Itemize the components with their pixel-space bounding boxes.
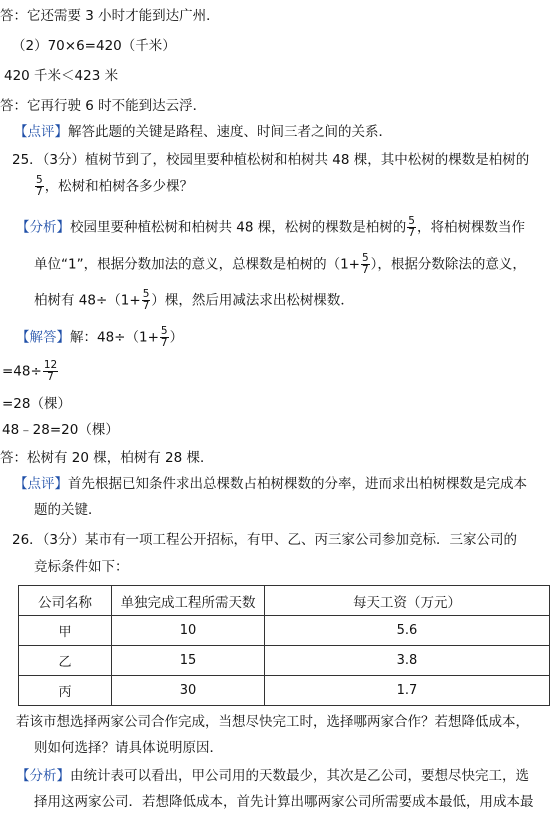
comment-tag: 【点评】	[14, 476, 68, 492]
question-25-stem-line2: $\frac{5}{7}$ ，松树和柏树各多少棵？	[36, 174, 194, 198]
table-header-cell: 每天工资（万元）	[265, 586, 550, 616]
table-cell: 丙	[19, 676, 112, 706]
table-cell: 30	[112, 676, 265, 706]
table-header-cell: 公司名称	[19, 586, 112, 616]
table-cell: 15	[112, 646, 265, 676]
solution-step: =48÷ $\frac{12}{7}$	[2, 359, 58, 383]
table-header-row	[19, 586, 550, 616]
comment-tag: 【点评】	[14, 124, 68, 140]
analysis-tag: 【分析】	[16, 219, 70, 236]
solution-step: =28（棵）	[2, 396, 71, 412]
table-cell: 5.6	[265, 616, 550, 646]
analysis-line: 柏树有 48÷（1+ $\frac{5}{7}$ ）棵，然后用减法求出松树棵数．	[34, 288, 354, 312]
question-26-stem: 26．（3分）某市有一项工程公开招标，有甲、乙、丙三家公司参加竞标．三家公司的	[12, 532, 518, 548]
question-26-prompt: 若该市想选择两家公司合作完成，当想尽快完工时，选择哪两家合作？若想降低成本，	[16, 714, 529, 730]
question-25-stem: 25．（3分）植树节到了，校园里要种植松树和柏树共 48 棵，其中松树的棵数是柏树的	[12, 152, 530, 168]
question-26-prompt: 则如何选择？请具体说明原因．	[34, 740, 223, 756]
fraction-5-7: $\frac{5}{7}$	[160, 325, 168, 349]
solution-step: 48﹣28=20（棵）	[2, 422, 119, 438]
table-cell: 乙	[19, 646, 112, 676]
analysis-line: 择用这两家公司．若想降低成本，首先计算出哪两家公司所需要成本最低，用成本最	[34, 794, 534, 810]
fraction-5-7: $\frac{5}{7}$	[361, 252, 369, 276]
table-row	[19, 646, 550, 676]
fraction-5-7: $\frac{5}{7}$	[142, 288, 150, 312]
comment-text: 解答此题的关键是路程、速度、时间三者之间的关系．	[68, 124, 392, 140]
fraction-5-7: $\frac{5}{7}$	[36, 174, 43, 198]
answer-line: 答：它再行驶 6 时不能到达云浮．	[0, 98, 207, 114]
comment-line: 题的关键．	[34, 502, 102, 518]
table-cell: 甲	[19, 616, 112, 646]
solution-tag: 【解答】	[16, 329, 70, 346]
bid-conditions-table	[18, 585, 550, 706]
table-cell: 3.8	[265, 646, 550, 676]
analysis-line: 【分析】校园里要种植松树和柏树共 48 棵，松树的棵数是柏树的 $\frac{5}{7}$ ，将柏树棵数当作	[16, 215, 525, 239]
answer-line: 答：松树有 20 棵，柏树有 28 棵．	[0, 450, 214, 466]
question-26-stem-line2: 竞标条件如下：	[34, 559, 129, 575]
table-row	[19, 616, 550, 646]
solution-line: 【解答】解：48÷（1+ $\frac{5}{7}$ ）	[16, 325, 184, 349]
solution-step: （2）70×6=420（千米）	[12, 38, 176, 54]
answer-line: 答：它还需要 3 小时才能到达广州．	[0, 8, 220, 24]
comparison-line: 420 千米＜423 米	[4, 68, 119, 84]
table-row	[19, 676, 550, 706]
comment-line	[14, 122, 392, 142]
table-header-cell: 单独完成工程所需天数	[112, 586, 265, 616]
analysis-line: 【分析】由统计表可以看出，甲公司用的天数最少，其次是乙公司，要想尽快完工，选	[16, 768, 529, 784]
analysis-line: 单位“1”，根据分数加法的意义，总棵数是柏树的（1+ $\frac{5}{7}$ ），根据分数除法的意义，	[34, 252, 526, 276]
table-cell: 10	[112, 616, 265, 646]
fraction-12-7: $\frac{12}{7}$	[43, 359, 58, 383]
comment-line: 【点评】首先根据已知条件求出总棵数占柏树棵数的分率，进而求出柏树棵数是完成本	[14, 476, 527, 492]
analysis-tag: 【分析】	[16, 768, 70, 784]
fraction-5-7: $\frac{5}{7}$	[408, 215, 415, 239]
table-cell: 1.7	[265, 676, 550, 706]
